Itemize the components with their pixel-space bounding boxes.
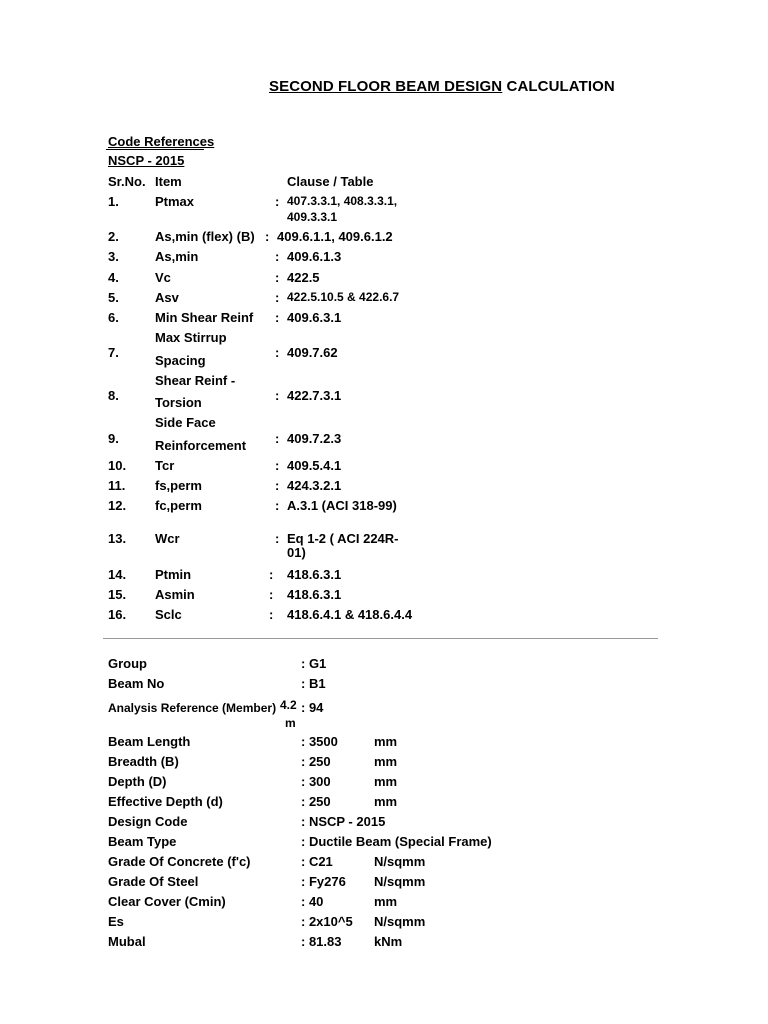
- param-label: Beam Type: [108, 834, 177, 849]
- param-label: Es: [108, 914, 124, 929]
- ref-row: [108, 290, 668, 310]
- ref-no: 12.: [108, 498, 127, 513]
- ref-item-cont: Reinforcement: [155, 438, 247, 453]
- param-value: : 94: [301, 700, 324, 715]
- ref-no: 10.: [108, 458, 127, 473]
- ref-colon: :: [275, 478, 280, 493]
- ref-colon: :: [275, 431, 280, 446]
- param-unit: mm: [374, 894, 398, 909]
- ref-no: 15.: [108, 587, 127, 602]
- ref-row: [108, 330, 668, 370]
- param-label: Grade Of Concrete (f'c): [108, 854, 251, 869]
- param-unit: mm: [374, 754, 398, 769]
- param-label: Breadth (B): [108, 754, 179, 769]
- param-label: Grade Of Steel: [108, 874, 199, 889]
- ref-no: 1.: [108, 194, 119, 209]
- ref-no: 6.: [108, 310, 119, 325]
- ref-no: 2.: [108, 229, 119, 244]
- param-value: : NSCP - 2015: [301, 814, 386, 829]
- ref-colon: :: [275, 270, 280, 285]
- ref-colon: :: [269, 567, 274, 582]
- param-prefix: 4.2: [280, 698, 297, 712]
- ref-clause: 418.6.4.1 & 418.6.4.4: [287, 607, 413, 622]
- param-row: [108, 894, 668, 914]
- param-label: Depth (D): [108, 774, 167, 789]
- ref-no: 13.: [108, 531, 127, 546]
- ref-clause: 409.6.3.1: [287, 310, 342, 325]
- ref-clause: 422.7.3.1: [287, 388, 342, 403]
- param-row: [108, 656, 668, 676]
- ref-clause: 422.5.10.5 & 422.6.7: [287, 290, 400, 304]
- param-unit: N/sqmm: [374, 914, 426, 929]
- ref-clause: A.3.1 (ACI 318-99): [287, 498, 397, 513]
- ref-item: Wcr: [155, 531, 180, 546]
- ref-row: [108, 249, 668, 269]
- param-unit: mm: [374, 774, 398, 789]
- ref-row: [108, 607, 668, 627]
- item-header: Item: [155, 174, 182, 189]
- ref-item: Asv: [155, 290, 179, 305]
- ref-colon: :: [275, 249, 280, 264]
- ref-no: 11.: [108, 478, 126, 493]
- param-label: Mubal: [108, 934, 146, 949]
- param-suffix: m: [285, 716, 296, 730]
- param-unit: N/sqmm: [374, 854, 426, 869]
- ref-item-cont: Torsion: [155, 395, 202, 410]
- ref-clause: 409.7.2.3: [287, 431, 342, 446]
- ref-no: 5.: [108, 290, 119, 305]
- ref-colon: :: [275, 290, 280, 305]
- ref-clause: 409.7.62: [287, 345, 338, 360]
- param-row: [108, 676, 668, 696]
- ref-row: [108, 415, 668, 455]
- ref-clause: 409.6.1.3: [287, 249, 342, 264]
- ref-row: [108, 498, 668, 518]
- param-value: : 250: [301, 794, 331, 809]
- ref-clause: 409.6.1.1, 409.6.1.2: [277, 229, 393, 244]
- ref-item: fs,perm: [155, 478, 202, 493]
- param-value: : Fy276: [301, 874, 346, 889]
- param-row: [108, 934, 668, 954]
- param-row: [108, 700, 668, 736]
- ref-colon: :: [275, 310, 280, 325]
- ref-no: 14.: [108, 567, 127, 582]
- ref-no: 3.: [108, 249, 119, 264]
- ref-item: Tcr: [155, 458, 175, 473]
- ref-item: As,min (flex) (B): [155, 229, 255, 244]
- param-row: [108, 814, 668, 834]
- ref-clause-cont: 01): [287, 545, 306, 560]
- srno-header: Sr.No.: [108, 174, 146, 189]
- ref-item: Side Face: [155, 415, 216, 430]
- ref-clause: 422.5: [287, 270, 320, 285]
- ref-clause-cont: 409.3.3.1: [287, 210, 338, 224]
- param-label: Beam Length: [108, 734, 191, 749]
- page-title: [269, 78, 615, 95]
- ref-item: Sclc: [155, 607, 182, 622]
- ref-row: [108, 229, 668, 249]
- ref-colon: :: [265, 229, 270, 244]
- ref-clause: 418.6.3.1: [287, 587, 342, 602]
- ref-colon: :: [275, 388, 280, 403]
- ref-row: [108, 478, 668, 498]
- code-references-heading: Code References: [108, 134, 215, 149]
- param-row: [108, 774, 668, 794]
- param-row: [108, 754, 668, 774]
- ref-clause: Eq 1-2 ( ACI 224R-: [287, 531, 399, 546]
- ref-item-cont: Spacing: [155, 353, 206, 368]
- param-row: [108, 914, 668, 934]
- ref-row: [108, 310, 668, 330]
- ref-item: Max Stirrup: [155, 330, 227, 345]
- ref-row: [108, 567, 668, 587]
- param-row: [108, 734, 668, 754]
- param-value: : 40: [301, 894, 324, 909]
- param-unit: N/sqmm: [374, 874, 426, 889]
- ref-clause: 409.5.4.1: [287, 458, 342, 473]
- ref-colon: :: [275, 194, 280, 209]
- param-value: : 300: [301, 774, 331, 789]
- param-value: : 2x10^5: [301, 914, 353, 929]
- title-underlined: SECOND FLOOR BEAM DESIGN: [269, 78, 503, 95]
- ref-colon: :: [275, 345, 280, 360]
- param-value: : B1: [301, 676, 326, 691]
- ref-row: [108, 194, 668, 224]
- ref-clause: 424.3.2.1: [287, 478, 342, 493]
- ref-item: Ptmin: [155, 567, 192, 582]
- ref-colon: :: [269, 607, 274, 622]
- ref-no: 8.: [108, 388, 119, 403]
- ref-row: [108, 373, 668, 413]
- ref-row: [108, 270, 668, 290]
- ref-colon: :: [275, 498, 280, 513]
- ref-item: Vc: [155, 270, 171, 285]
- ref-colon: :: [275, 531, 280, 546]
- param-label: Clear Cover (Cmin): [108, 894, 226, 909]
- ref-colon: :: [269, 587, 274, 602]
- param-value: : Ductile Beam (Special Frame): [301, 834, 492, 849]
- param-row: [108, 874, 668, 894]
- param-row: [108, 854, 668, 874]
- ref-colon: :: [275, 458, 280, 473]
- ref-clause: 407.3.3.1, 408.3.3.1,: [287, 194, 398, 208]
- title-rest: CALCULATION: [502, 78, 615, 95]
- param-unit: mm: [374, 734, 398, 749]
- ref-no: 9.: [108, 431, 119, 446]
- ref-no: 4.: [108, 270, 119, 285]
- param-row: [108, 794, 668, 814]
- param-value: : 250: [301, 754, 331, 769]
- ref-item: Min Shear Reinf: [155, 310, 254, 325]
- ref-clause: 418.6.3.1: [287, 567, 342, 582]
- param-unit: kNm: [374, 934, 403, 949]
- ref-row: [108, 531, 668, 565]
- param-label: Beam No: [108, 676, 165, 691]
- param-label: Group: [108, 656, 147, 671]
- param-value: : G1: [301, 656, 327, 671]
- ref-item: Ptmax: [155, 194, 195, 209]
- param-row: [108, 834, 668, 854]
- code-references-rule: [106, 149, 204, 150]
- ref-item: fc,perm: [155, 498, 202, 513]
- param-value: : C21: [301, 854, 333, 869]
- section-divider: [103, 638, 658, 639]
- ref-item: Asmin: [155, 587, 195, 602]
- param-value: : 3500: [301, 734, 338, 749]
- nscp-heading: NSCP - 2015: [108, 153, 185, 168]
- ref-item: As,min: [155, 249, 199, 264]
- ref-item: Shear Reinf -: [155, 373, 236, 388]
- param-unit: mm: [374, 794, 398, 809]
- ref-no: 7.: [108, 345, 119, 360]
- ref-no: 16.: [108, 607, 127, 622]
- param-value: : 81.83: [301, 934, 342, 949]
- clause-header: Clause / Table: [287, 174, 374, 189]
- ref-row: [108, 587, 668, 607]
- param-label: Analysis Reference (Member): [108, 701, 277, 715]
- ref-row: [108, 458, 668, 478]
- param-label: Design Code: [108, 814, 188, 829]
- param-label: Effective Depth (d): [108, 794, 223, 809]
